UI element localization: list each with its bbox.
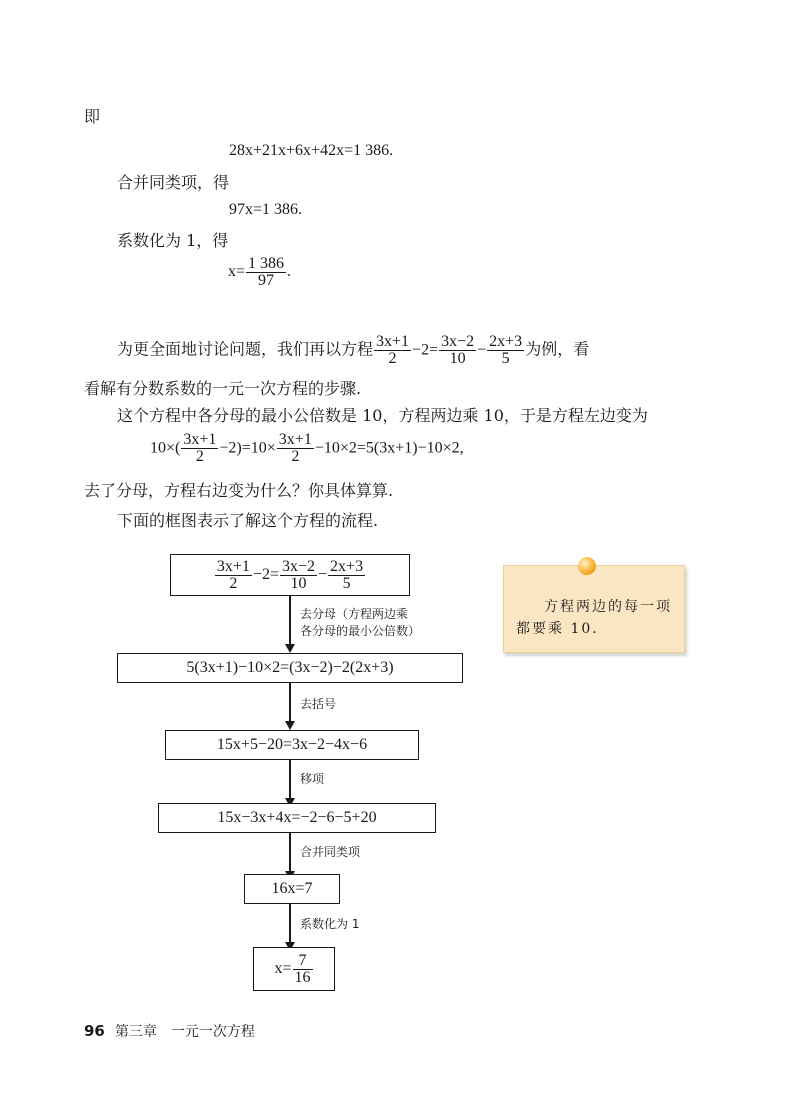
flow-box-6 bbox=[253, 947, 335, 991]
flow-box-5: 16x=7 bbox=[244, 874, 340, 904]
arrow-5-line bbox=[289, 904, 291, 942]
arrow-2-head bbox=[285, 721, 295, 730]
box6-numerator: 7 bbox=[293, 953, 313, 970]
text-ji: 即 bbox=[84, 107, 101, 126]
flow-box-4: 15x−3x+4x=−2−6−5+20 bbox=[158, 803, 436, 833]
page-footer bbox=[84, 1021, 255, 1041]
equation-4-a: 10×( bbox=[150, 439, 181, 457]
equation-3-fraction bbox=[246, 256, 286, 289]
paragraph-intro-a: 为更全面地讨论问题，我们再以方程 bbox=[117, 339, 374, 359]
paragraph-intro-b: 为例，看 bbox=[525, 339, 590, 359]
paragraph-intro-c: 看解有分数系数的一元一次方程的步骤. bbox=[84, 379, 362, 398]
main-num-2: 3x−2 bbox=[441, 333, 475, 350]
equation-3-lhs: x= bbox=[228, 263, 246, 281]
main-minus: − bbox=[477, 341, 487, 359]
equation-3-numerator: 1 386 bbox=[248, 255, 285, 272]
equation-4-den-2: 2 bbox=[291, 448, 300, 465]
box1-num-3: 2x+3 bbox=[330, 557, 364, 575]
equation-3-end: . bbox=[287, 263, 292, 281]
arrow-1-head bbox=[285, 644, 295, 653]
box1-den-2: 10 bbox=[290, 574, 307, 592]
box6-denominator: 16 bbox=[294, 968, 311, 986]
flow-box-1 bbox=[170, 554, 410, 596]
main-num-1: 3x+1 bbox=[376, 333, 410, 350]
box1-num-1: 3x+1 bbox=[216, 557, 250, 575]
box1-den-1: 2 bbox=[229, 574, 238, 592]
arrow-2-line bbox=[289, 683, 291, 721]
box1-num-2: 3x−2 bbox=[281, 557, 316, 575]
equation-3-denominator: 97 bbox=[258, 272, 275, 289]
arrow-3-line bbox=[289, 760, 291, 798]
paragraph-question: 去了分母，方程右边变为什么？你具体算算. bbox=[84, 481, 394, 500]
main-den-3: 5 bbox=[501, 350, 510, 367]
arrow-1-line bbox=[289, 596, 291, 644]
paragraph-intro bbox=[117, 334, 589, 367]
equation-4-c: −10×2=5(3x+1)−10×2, bbox=[314, 439, 464, 457]
box6-lhs: x= bbox=[274, 960, 292, 977]
paragraph-lcm: 这个方程中各分母的最小公倍数是 10，方程两边乘 10，于是方程左边变为 bbox=[117, 406, 648, 425]
main-mid: −2= bbox=[412, 341, 439, 359]
equation-4-b: −2)=10× bbox=[219, 439, 276, 457]
flow-box-3: 15x+5−20=3x−2−4x−6 bbox=[165, 730, 419, 760]
flow-box-2: 5(3x+1)−10×2=(3x−2)−2(2x+3) bbox=[117, 653, 463, 683]
equation-1: 28x+21x+6x+42x=1 386. bbox=[229, 142, 394, 159]
text-coefficient: 系数化为 1，得 bbox=[117, 231, 229, 250]
equation-2: 97x=1 386. bbox=[229, 201, 303, 218]
chapter-title: 第三章 一元一次方程 bbox=[114, 1024, 255, 1040]
step-1-label bbox=[300, 606, 420, 640]
main-den-2: 10 bbox=[449, 350, 466, 367]
equation-4-num-1: 3x+1 bbox=[183, 431, 217, 448]
side-note bbox=[503, 565, 685, 653]
equation-3 bbox=[228, 256, 291, 289]
side-note-text: 方程两边的每一项都要乘 10. bbox=[516, 599, 672, 637]
step-5-label: 系数化为 1 bbox=[300, 917, 360, 931]
main-num-3: 2x+3 bbox=[489, 333, 523, 350]
text-combine: 合并同类项，得 bbox=[117, 173, 230, 192]
pushpin-icon bbox=[578, 557, 596, 575]
page-number: 96 bbox=[84, 1022, 105, 1040]
paragraph-flow-intro: 下面的框图表示了解这个方程的流程. bbox=[117, 511, 379, 530]
equation-4-den-1: 2 bbox=[195, 448, 204, 465]
equation-4-num-2: 3x+1 bbox=[278, 431, 312, 448]
box1-minus: − bbox=[318, 566, 328, 583]
step-1-line-2: 各分母的最小公倍数） bbox=[300, 624, 421, 638]
box1-den-3: 5 bbox=[342, 574, 351, 592]
arrow-4-line bbox=[289, 833, 291, 871]
step-4-label: 合并同类项 bbox=[300, 845, 361, 859]
step-1-line-1: 去分母（方程两边乘 bbox=[300, 607, 409, 621]
step-3-label: 移项 bbox=[300, 772, 325, 786]
box1-mid: −2= bbox=[252, 566, 279, 583]
main-den-1: 2 bbox=[388, 350, 397, 367]
equation-4 bbox=[150, 432, 464, 465]
inline-main-equation bbox=[373, 333, 525, 367]
step-2-label: 去括号 bbox=[300, 697, 337, 711]
